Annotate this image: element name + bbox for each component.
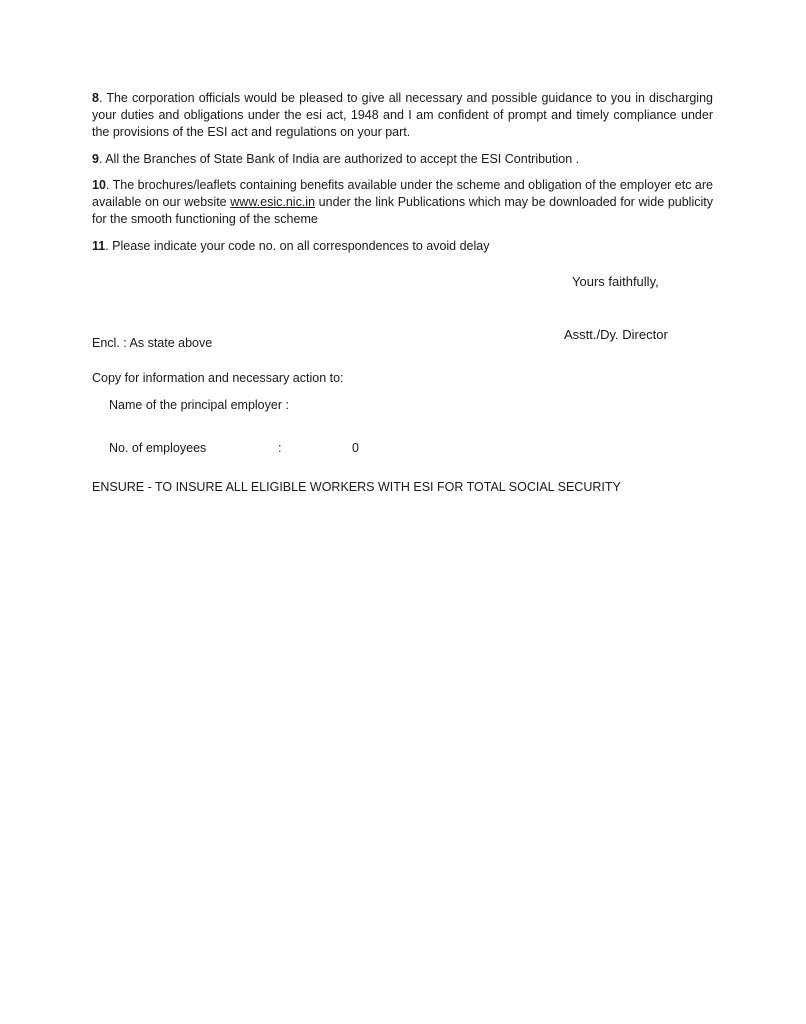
- footer-slogan: ENSURE - TO INSURE ALL ELIGIBLE WORKERS WITH ESI FOR TOTAL SOCIAL SECURITY: [92, 480, 621, 494]
- copy-heading: Copy for information and necessary action to:: [92, 371, 344, 385]
- paragraph-number: 11: [92, 239, 106, 253]
- principal-employer-label: Name of the principal employer :: [109, 398, 289, 412]
- paragraph-text: . The brochures/leaflets containing benefits available under the scheme and obligation of the employer etc are available on our website: [92, 178, 713, 209]
- paragraph-number: 9: [92, 152, 99, 166]
- paragraph-11: [92, 238, 713, 255]
- signatory-designation: Asstt./Dy. Director: [564, 327, 668, 342]
- enclosure-line: Encl. : As state above: [92, 336, 213, 350]
- closing-salutation: Yours faithfully,: [572, 274, 659, 289]
- paragraph-text-continued: under the link Publications which may be downloaded for wide publicity for the smooth functioning of the scheme: [92, 195, 713, 226]
- paragraph-text: . The corporation officials would be pleased to give all necessary and possible guidance to you in discharging your duties and obligations under the esi act, 1948 and I am confident of prompt and timely compliance under the provisions of the ESI act and regulations on your part.: [92, 91, 713, 139]
- paragraph-text: . Please indicate your code no. on all correspondences to avoid delay: [105, 239, 490, 253]
- paragraph-10: [92, 177, 713, 228]
- employees-label: No. of employees: [109, 441, 207, 455]
- employees-separator: :: [278, 441, 282, 455]
- paragraph-9: [92, 151, 713, 168]
- paragraph-number: 10: [92, 178, 106, 192]
- paragraph-8: [92, 90, 713, 141]
- website-link[interactable]: www.esic.nic.in: [230, 195, 316, 209]
- employees-value: 0: [352, 441, 359, 455]
- paragraph-text: . All the Branches of State Bank of India are authorized to accept the ESI Contribution .: [98, 152, 580, 166]
- paragraph-number: 8: [92, 91, 99, 105]
